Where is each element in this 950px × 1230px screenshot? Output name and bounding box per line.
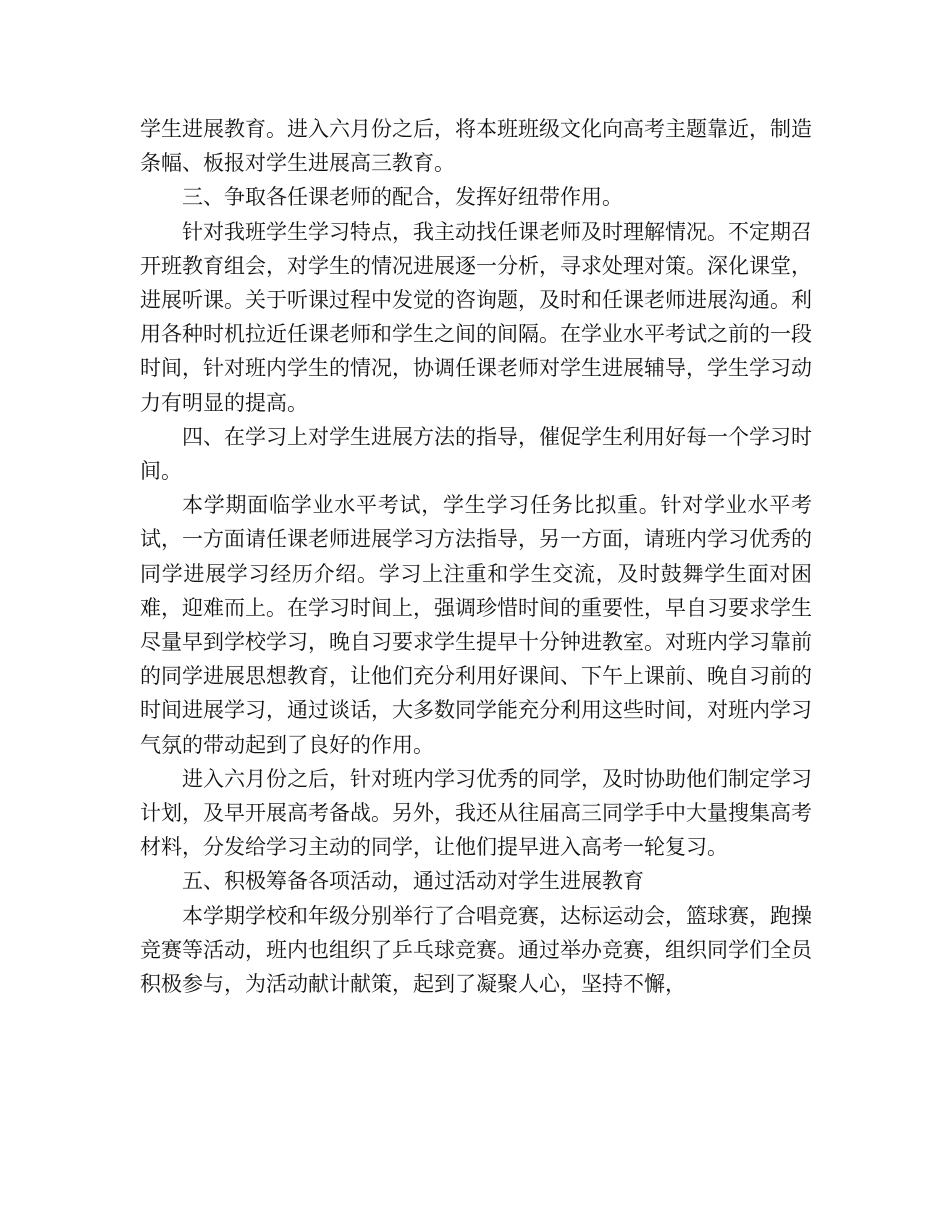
paragraph: 本学期面临学业水平考试，学生学习任务比拟重。针对学业水平考试，一方面请任课老师进展学习方法指导，另一方面，请班内学习优秀的同学进展学习经历介绍。学习上注重和学生交流，及时鼓舞学生面对困难，迎难而上。在学习时间上，强调珍惜时间的重要性，早自习要求学生尽量早到学校学习，晚自习要求学生提早十分钟进教室。对班内学习靠前的同学进展思想教育，让他们充分利用好课间、下午上课前、晚自习前的时间进展学习，通过谈话，大多数同学能充分利用这些时间，对班内学习气氛的带动起到了良好的作用。	[140, 493, 812, 757]
paragraph: 进入六月份之后，针对班内学习优秀的同学，及时协助他们制定学习计划，及早开展高考备战。另外，我还从往届高三同学手中大量搜集高考材料，分发给学习主动的同学，让他们提早进入高考一轮复习。	[140, 766, 812, 860]
paragraph-continuation: 学生进展教育。进入六月份之后，将本班班级文化向高考主题靠近，制造条幅、板报对学生进展高三教育。	[140, 117, 812, 176]
section-heading-four: 四、在学习上对学生进展方法的指导，催促学生利用好每一个学习时间。	[140, 424, 812, 484]
section-heading-three: 三、争取各任课老师的配合，发挥好纽带作用。	[182, 185, 623, 210]
paragraph: 本学期学校和年级分别举行了合唱竞赛，达标运动会，篮球赛，跑操竞赛等活动，班内也组织了乒乓球竞赛。通过举办竞赛，组织同学们全员积极参与，为活动献计献策，起到了凝聚人心，坚持不懈，	[140, 903, 812, 997]
document-body	[140, 112, 812, 1001]
section-heading-five: 五、积极筹备各项活动，通过活动对学生进展教育	[182, 869, 644, 894]
paragraph: 针对我班学生学习特点，我主动找任课老师及时理解情况。不定期召开班教育组会，对学生的情况进展逐一分析，寻求处理对策。深化课堂，进展听课。关于听课过程中发觉的咨询题，及时和任课老师进展沟通。利用各种时机拉近任课老师和学生之间的间隔。在学业水平考试之前的一段时间，针对班内学生的情况，协调任课老师对学生进展辅导，学生学习动力有明显的提高。	[140, 219, 812, 415]
